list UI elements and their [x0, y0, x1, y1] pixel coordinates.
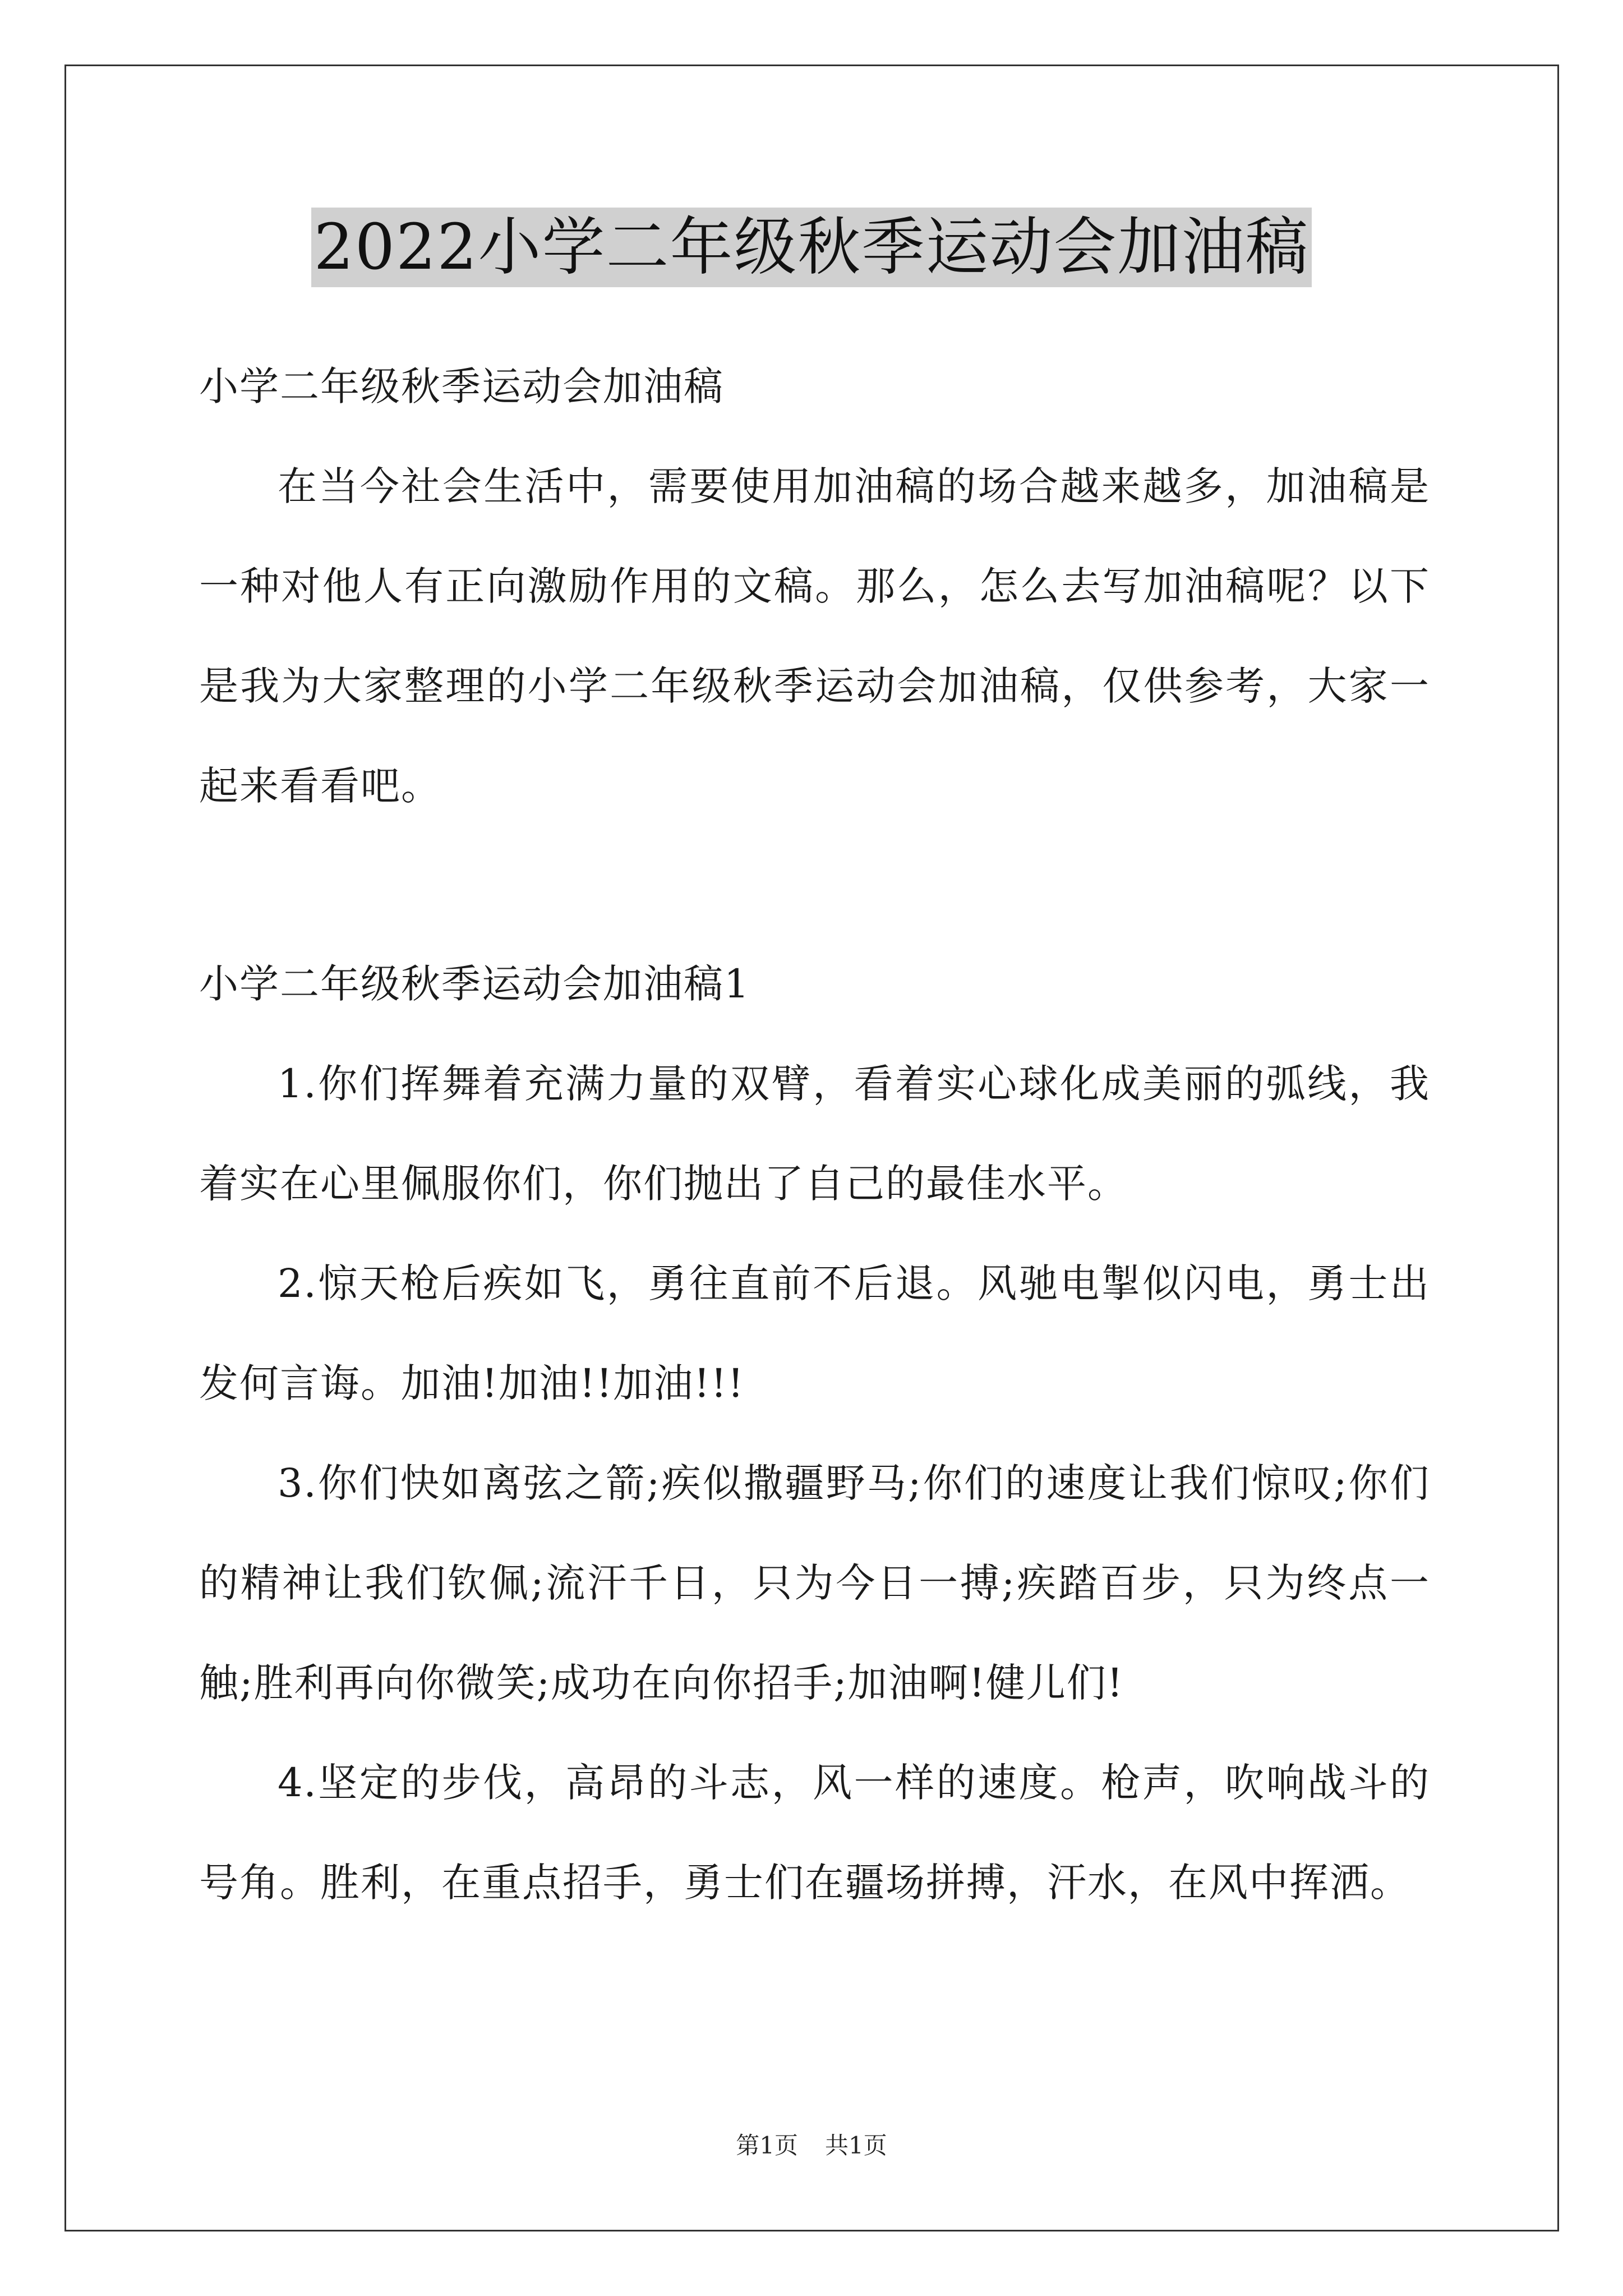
page-footer: [0, 2129, 1623, 2162]
cheer-item-2: 2.惊天枪后疾如飞，勇往直前不后退。风驰电掣似闪电，勇士出发何言诲。加油!加油!!加油!!!: [199, 1260, 1430, 1406]
title-container: [0, 208, 1623, 287]
cheer-item-4: 4.坚定的步伐，高昂的斗志，风一样的速度。枪声，吹响战斗的号角。胜利，在重点招手，勇士们在疆场拼搏，汗水，在风中挥洒。: [199, 1760, 1430, 1906]
subtitle: 小学二年级秋季运动会加油稿: [199, 364, 724, 409]
document-body: [199, 337, 1430, 1932]
page-number-current: 第1页: [736, 2132, 798, 2159]
section-spacer: [199, 836, 1430, 934]
page-number-total: 共1页: [825, 2132, 887, 2159]
intro-paragraph: 在当今社会生活中，需要使用加油稿的场合越来越多，加油稿是一种对他人有正向激励作用的文稿。那么，怎么去写加油稿呢？以下是我为大家整理的小学二年级秋季运动会加油稿，仅供参考，大家一起来看看吧。: [199, 463, 1430, 809]
cheer-item-1: 1.你们挥舞着充满力量的双臂，看着实心球化成美丽的弧线，我着实在心里佩服你们，你们抛出了自己的最佳水平。: [199, 1061, 1430, 1207]
section-heading: 小学二年级秋季运动会加油稿1: [199, 961, 750, 1007]
cheer-item-3: 3.你们快如离弦之箭;疾似撒疆野马;你们的速度让我们惊叹;你们的精神让我们钦佩;流汗千日，只为今日一搏;疾踏百步，只为终点一触;胜利再向你微笑;成功在向你招手;加油啊!健儿们!: [199, 1460, 1430, 1706]
document-title: 2022小学二年级秋季运动会加油稿: [311, 208, 1311, 287]
